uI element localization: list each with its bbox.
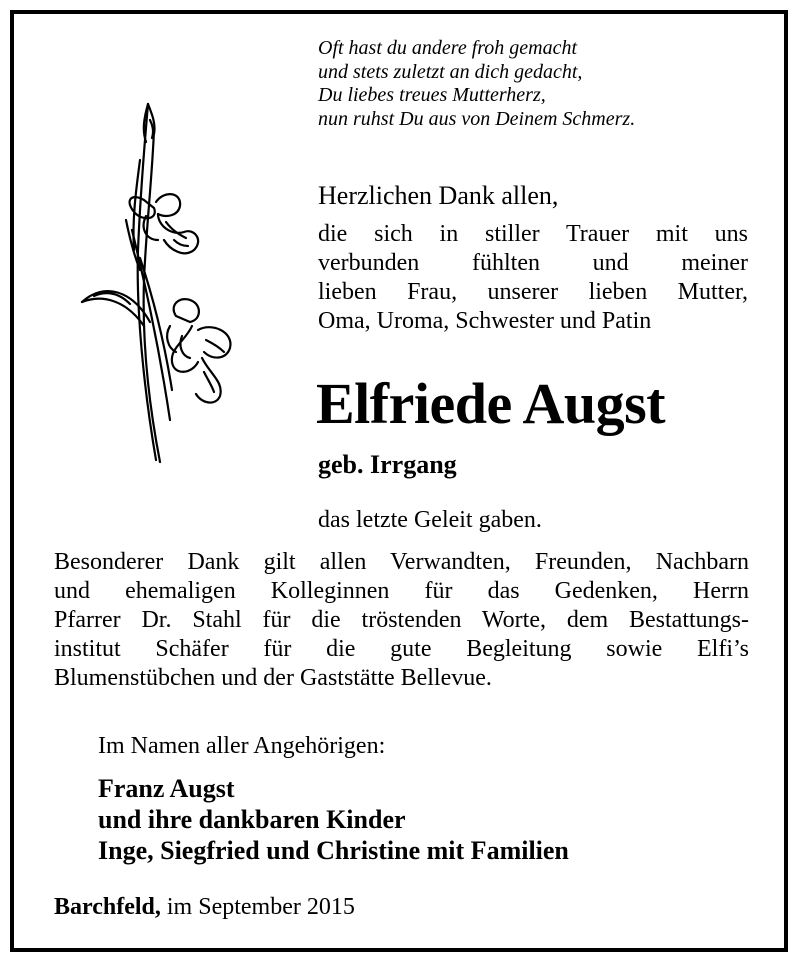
intro-line: verbunden fühlten und meiner [318,250,748,276]
thanks-line: institut Schäfer für die gute Begleitung sowie Elfi’s [54,636,749,662]
intro-paragraph [318,220,748,336]
deceased-name: Elfriede Augst [316,371,666,436]
poem-line: nun ruhst Du aus von Deinem Schmerz. [318,107,636,130]
signer-line: und ihre dankbaren Kinder [98,805,406,834]
signer-line: Franz Augst [98,774,235,803]
intro-line: lieben Frau, unserer lieben Mutter, [318,279,748,305]
iris-flower-drawing-icon [74,90,254,470]
signer-line: Inge, Siegfried und Christine mit Familien [98,836,569,865]
escort-text: das letzte Geleit gaben. [318,507,542,533]
poem-line: Du liebes treues Mutterherz, [318,84,546,106]
thanks-paragraph [54,548,749,693]
poem-line: und stets zuletzt an dich gedacht, [318,60,583,83]
greeting-heading: Herzlichen Dank allen, [318,181,559,210]
intro-line: Oma, Uroma, Schwester und Patin [318,308,652,334]
intro-line: die sich in stiller Trauer mit uns [318,221,748,247]
thanks-line: Pfarrer Dr. Stahl für die tröstenden Worte, dem Bestattungs- [54,607,749,633]
place-town: Barchfeld, [54,894,161,920]
birth-name: geb. Irrgang [318,450,457,479]
place-date [54,894,355,921]
poem [318,37,758,131]
obituary-notice [10,10,788,952]
place-date-text: im September 2015 [160,894,355,920]
thanks-line: Besonderer Dank gilt allen Verwandten, Freunden, Nachbarn [54,549,749,575]
poem-line: Oft hast du andere froh gemacht [318,37,578,59]
signers [98,773,569,866]
signature-intro: Im Namen aller Angehörigen: [98,733,386,759]
thanks-line: Blumenstübchen und der Gaststätte Bellevue. [54,665,492,691]
thanks-line: und ehemaligen Kolleginnen für das Gedenken, Herrn [54,578,749,604]
